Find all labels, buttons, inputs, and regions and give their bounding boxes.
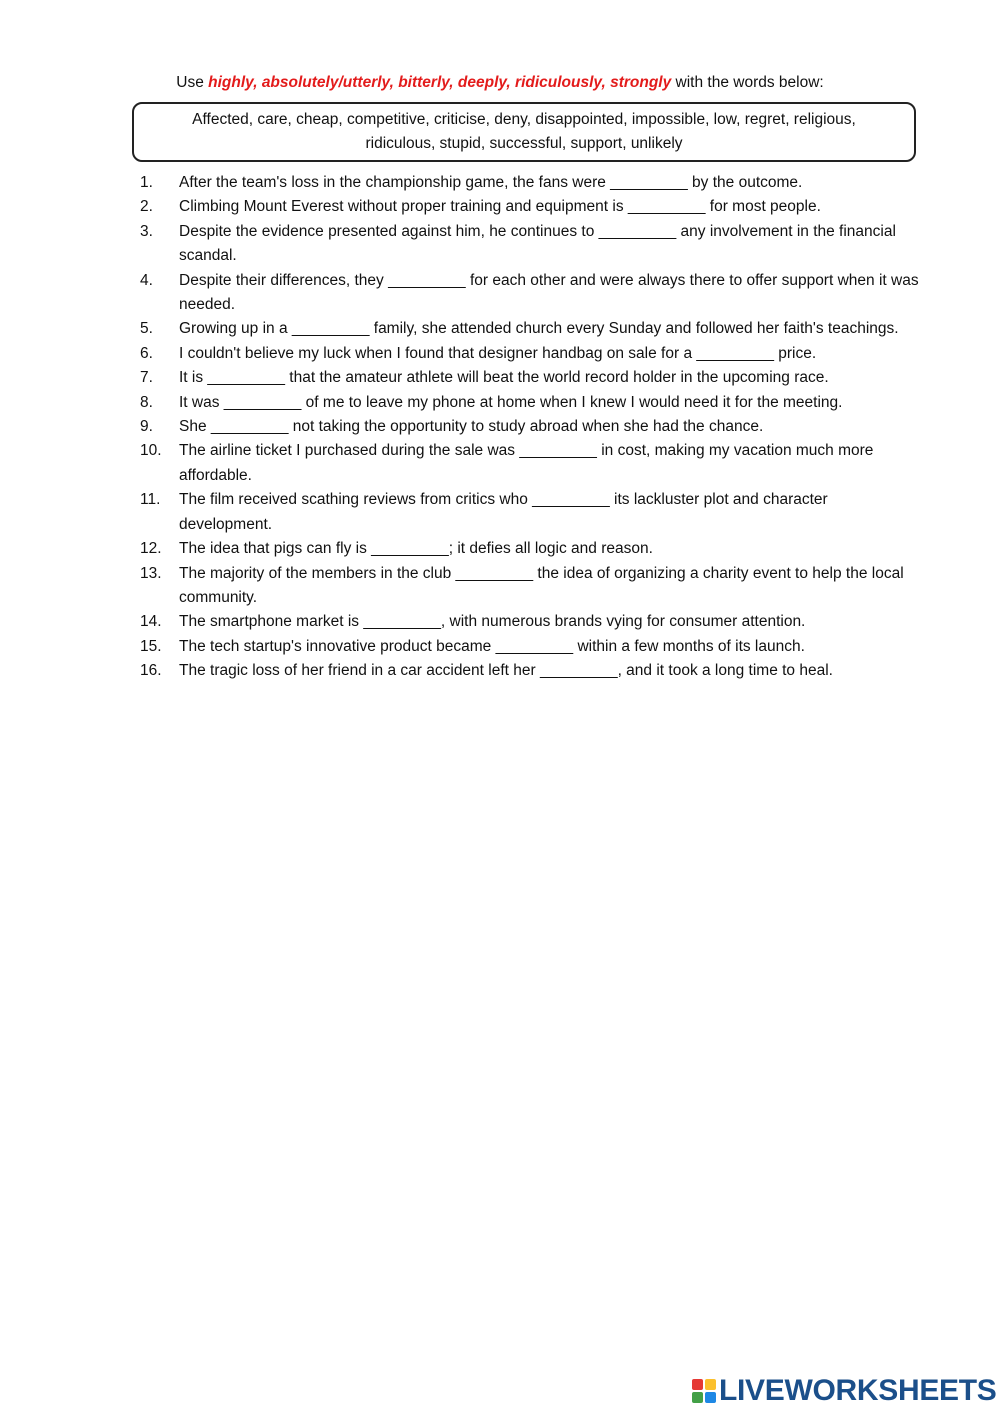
question-text: The tragic loss of her friend in a car accident left her _________, and it took a long time to heal. [179, 662, 833, 680]
question-text: After the team's loss in the championship game, the fans were _________ by the outcome. [179, 174, 803, 191]
question-number: 11. [140, 491, 161, 509]
question-item [140, 391, 920, 415]
word-bank-line-2: ridiculous, stupid, successful, support, unlikely [365, 135, 683, 152]
word-bank-line-1: Affected, care, cheap, competitive, criticise, deny, disappointed, impossible, low, regret, religious, [192, 111, 856, 128]
instruction-line [0, 72, 1000, 94]
question-text: Growing up in a _________ family, she attended church every Sunday and followed her faith's teachings. [179, 320, 899, 338]
question-number: 7. [140, 369, 153, 387]
question-number: 5. [140, 320, 153, 338]
question-text: She _________ not taking the opportunity to study abroad when she had the chance. [179, 418, 764, 436]
question-number: 6. [140, 344, 153, 362]
question-number: 16. [140, 662, 162, 680]
question-text: The film received scathing reviews from critics who _________ its lackluster plot and character development. [179, 491, 828, 533]
question-list [140, 171, 920, 684]
instruction-adverbs: highly, absolutely/utterly, bitterly, deeply, ridiculously, strongly [208, 74, 672, 91]
question-text: The tech startup's innovative product became _________ within a few months of its launch. [179, 637, 805, 655]
question-item [140, 562, 920, 611]
question-text: The airline ticket I purchased during the sale was _________ in cost, making my vacation much more affordable. [179, 442, 874, 484]
question-number: 14. [140, 613, 162, 631]
question-number: 12. [140, 540, 162, 558]
question-item [140, 415, 920, 439]
question-text: Climbing Mount Everest without proper training and equipment is _________ for most people. [179, 198, 821, 216]
question-number: 3. [140, 222, 153, 240]
question-item [140, 195, 920, 219]
question-text: The majority of the members in the club _________ the idea of organizing a charity event to help the local community. [179, 564, 904, 606]
question-item [140, 366, 920, 390]
question-text: It was _________ of me to leave my phone at home when I knew I would need it for the meeting. [179, 393, 843, 411]
question-item [140, 537, 920, 561]
question-text: I couldn't believe my luck when I found that designer handbag on sale for a _________ price. [179, 344, 817, 362]
question-item [140, 269, 920, 318]
logo-square-red [692, 1379, 703, 1390]
question-item [140, 439, 920, 488]
instruction-suffix: with the words below: [671, 74, 824, 91]
question-text: Despite the evidence presented against him, he continues to _________ any involvement in the financial scandal. [179, 222, 896, 265]
liveworksheets-logo [692, 1374, 997, 1408]
question-item [140, 610, 920, 634]
question-item [140, 342, 920, 366]
question-text: It is _________ that the amateur athlete will beat the world record holder in the upcoming race. [179, 369, 829, 387]
question-number: 8. [140, 393, 153, 411]
logo-text: LIVEWORKSHEETS [719, 1374, 997, 1407]
question-item [140, 171, 920, 195]
question-number: 15. [140, 637, 162, 655]
question-text: The idea that pigs can fly is _________; it defies all logic and reason. [179, 540, 653, 558]
logo-square-yellow [705, 1379, 716, 1390]
question-number: 1. [140, 174, 153, 191]
logo-square-green [692, 1392, 703, 1403]
question-item [140, 635, 920, 659]
question-number: 10. [140, 442, 162, 460]
question-item [140, 317, 920, 341]
word-bank-box [132, 102, 916, 162]
question-text: The smartphone market is _________, with numerous brands vying for consumer attention. [179, 613, 806, 631]
question-number: 9. [140, 418, 153, 436]
instruction-prefix: Use [176, 74, 209, 91]
question-item [140, 659, 920, 683]
question-number: 4. [140, 271, 153, 289]
word-bank-text [192, 108, 856, 156]
question-number: 13. [140, 564, 162, 582]
logo-square-blue [705, 1392, 716, 1403]
liveworksheets-logo-icon [692, 1379, 716, 1403]
question-text: Despite their differences, they _________ for each other and were always there to offer support when it was needed. [179, 271, 919, 314]
question-item [140, 220, 920, 269]
question-item [140, 488, 920, 537]
question-number: 2. [140, 198, 153, 216]
